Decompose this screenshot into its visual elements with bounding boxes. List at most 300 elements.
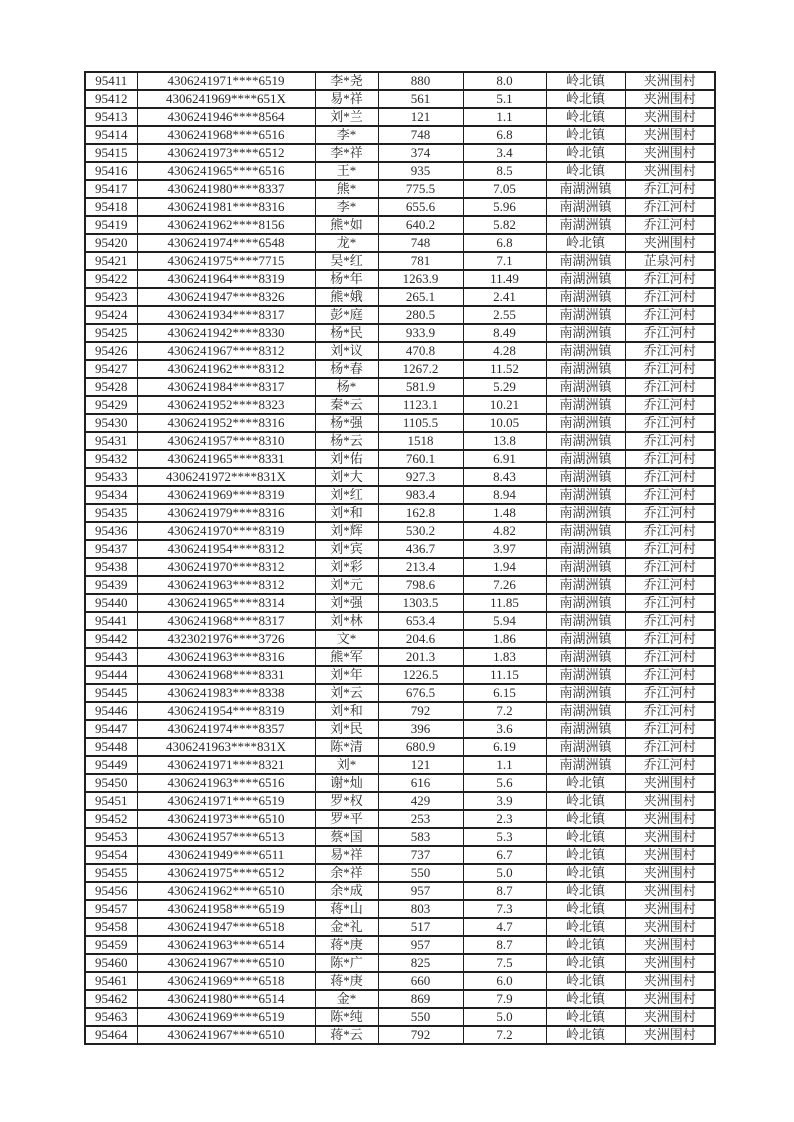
cell-amount: 792 (378, 702, 463, 720)
cell-village: 芷泉河村 (625, 252, 715, 270)
cell-area: 1.94 (463, 558, 546, 576)
cell-area: 7.2 (463, 702, 546, 720)
cell-amount: 530.2 (378, 522, 463, 540)
cell-amount: 983.4 (378, 486, 463, 504)
cell-amount: 550 (378, 1008, 463, 1026)
cell-village: 夹洲围村 (625, 162, 715, 180)
cell-area: 8.5 (463, 162, 546, 180)
cell-id-number: 4306241973****6512 (137, 144, 315, 162)
cell-area: 8.49 (463, 324, 546, 342)
cell-seq: 95462 (85, 990, 137, 1008)
cell-seq: 95457 (85, 900, 137, 918)
cell-seq: 95418 (85, 198, 137, 216)
cell-village: 夹洲围村 (625, 90, 715, 108)
cell-seq: 95427 (85, 360, 137, 378)
cell-amount: 253 (378, 810, 463, 828)
table-row (85, 432, 715, 450)
cell-village: 乔江河村 (625, 540, 715, 558)
cell-amount: 121 (378, 108, 463, 126)
cell-town: 岭北镇 (546, 774, 625, 792)
cell-amount: 676.5 (378, 684, 463, 702)
cell-village: 夹洲围村 (625, 918, 715, 936)
cell-area: 7.5 (463, 954, 546, 972)
cell-town: 南湖洲镇 (546, 522, 625, 540)
cell-area: 6.7 (463, 846, 546, 864)
cell-name: 杨*民 (315, 324, 378, 342)
table-row (85, 576, 715, 594)
cell-amount: 1518 (378, 432, 463, 450)
cell-id-number: 4306241983****8338 (137, 684, 315, 702)
cell-id-number: 4306241954****8312 (137, 540, 315, 558)
table-row (85, 666, 715, 684)
cell-village: 乔江河村 (625, 576, 715, 594)
cell-area: 7.26 (463, 576, 546, 594)
cell-seq: 95436 (85, 522, 137, 540)
cell-id-number: 4306241967****8312 (137, 342, 315, 360)
cell-area: 5.1 (463, 90, 546, 108)
cell-seq: 95417 (85, 180, 137, 198)
cell-name: 金*礼 (315, 918, 378, 936)
cell-seq: 95438 (85, 558, 137, 576)
table-row (85, 630, 715, 648)
cell-town: 岭北镇 (546, 954, 625, 972)
cell-name: 刘*红 (315, 486, 378, 504)
cell-name: 王* (315, 162, 378, 180)
cell-area: 8.0 (463, 72, 546, 90)
cell-area: 1.48 (463, 504, 546, 522)
cell-area: 10.05 (463, 414, 546, 432)
cell-area: 6.15 (463, 684, 546, 702)
cell-area: 11.49 (463, 270, 546, 288)
cell-id-number: 4306241952****8323 (137, 396, 315, 414)
cell-village: 夹洲围村 (625, 1026, 715, 1044)
cell-amount: 760.1 (378, 450, 463, 468)
table-row (85, 504, 715, 522)
table-row (85, 234, 715, 252)
cell-town: 岭北镇 (546, 1008, 625, 1026)
cell-amount: 935 (378, 162, 463, 180)
cell-name: 秦*云 (315, 396, 378, 414)
table-row (85, 990, 715, 1008)
cell-id-number: 4306241969****651X (137, 90, 315, 108)
cell-town: 南湖洲镇 (546, 414, 625, 432)
cell-seq: 95426 (85, 342, 137, 360)
cell-name: 罗*平 (315, 810, 378, 828)
cell-name: 熊*军 (315, 648, 378, 666)
cell-area: 3.9 (463, 792, 546, 810)
cell-town: 南湖洲镇 (546, 558, 625, 576)
cell-area: 3.6 (463, 720, 546, 738)
table-row (85, 936, 715, 954)
cell-village: 夹洲围村 (625, 882, 715, 900)
cell-name: 刘*林 (315, 612, 378, 630)
cell-town: 岭北镇 (546, 936, 625, 954)
cell-seq: 95441 (85, 612, 137, 630)
cell-village: 乔江河村 (625, 756, 715, 774)
cell-amount: 880 (378, 72, 463, 90)
cell-id-number: 4306241947****6518 (137, 918, 315, 936)
cell-town: 南湖洲镇 (546, 288, 625, 306)
cell-village: 夹洲围村 (625, 126, 715, 144)
cell-village: 夹洲围村 (625, 846, 715, 864)
cell-amount: 640.2 (378, 216, 463, 234)
cell-seq: 95444 (85, 666, 137, 684)
cell-id-number: 4306241962****8156 (137, 216, 315, 234)
cell-seq: 95434 (85, 486, 137, 504)
cell-town: 南湖洲镇 (546, 540, 625, 558)
cell-amount: 737 (378, 846, 463, 864)
cell-area: 11.15 (463, 666, 546, 684)
cell-area: 5.82 (463, 216, 546, 234)
table-row (85, 414, 715, 432)
cell-id-number: 4306241969****6518 (137, 972, 315, 990)
cell-name: 刘*云 (315, 684, 378, 702)
cell-name: 陈*广 (315, 954, 378, 972)
cell-name: 文* (315, 630, 378, 648)
cell-id-number: 4306241942****8330 (137, 324, 315, 342)
cell-name: 刘*和 (315, 702, 378, 720)
cell-seq: 95425 (85, 324, 137, 342)
cell-seq: 95412 (85, 90, 137, 108)
cell-seq: 95461 (85, 972, 137, 990)
table-row (85, 792, 715, 810)
cell-area: 8.43 (463, 468, 546, 486)
table-row (85, 468, 715, 486)
cell-id-number: 4306241962****8312 (137, 360, 315, 378)
cell-area: 1.86 (463, 630, 546, 648)
cell-id-number: 4306241968****8317 (137, 612, 315, 630)
cell-name: 余*祥 (315, 864, 378, 882)
cell-amount: 957 (378, 936, 463, 954)
cell-seq: 95422 (85, 270, 137, 288)
cell-village: 乔江河村 (625, 396, 715, 414)
cell-id-number: 4323021976****3726 (137, 630, 315, 648)
cell-seq: 95454 (85, 846, 137, 864)
cell-id-number: 4306241965****8331 (137, 450, 315, 468)
cell-village: 乔江河村 (625, 360, 715, 378)
table-row (85, 198, 715, 216)
cell-name: 余*成 (315, 882, 378, 900)
cell-area: 11.85 (463, 594, 546, 612)
cell-amount: 561 (378, 90, 463, 108)
cell-area: 5.0 (463, 864, 546, 882)
cell-town: 南湖洲镇 (546, 576, 625, 594)
cell-town: 南湖洲镇 (546, 252, 625, 270)
table-row (85, 306, 715, 324)
cell-name: 李*尧 (315, 72, 378, 90)
cell-id-number: 4306241971****6519 (137, 792, 315, 810)
cell-amount: 616 (378, 774, 463, 792)
cell-name: 杨*年 (315, 270, 378, 288)
cell-id-number: 4306241979****8316 (137, 504, 315, 522)
table-row (85, 972, 715, 990)
cell-id-number: 4306241952****8316 (137, 414, 315, 432)
cell-seq: 95453 (85, 828, 137, 846)
cell-village: 乔江河村 (625, 558, 715, 576)
cell-amount: 1303.5 (378, 594, 463, 612)
cell-amount: 436.7 (378, 540, 463, 558)
cell-amount: 869 (378, 990, 463, 1008)
cell-area: 8.94 (463, 486, 546, 504)
cell-amount: 653.4 (378, 612, 463, 630)
cell-area: 2.3 (463, 810, 546, 828)
cell-id-number: 4306241980****6514 (137, 990, 315, 1008)
cell-town: 南湖洲镇 (546, 342, 625, 360)
cell-seq: 95451 (85, 792, 137, 810)
cell-name: 吴*红 (315, 252, 378, 270)
cell-seq: 95455 (85, 864, 137, 882)
cell-name: 罗*权 (315, 792, 378, 810)
cell-village: 乔江河村 (625, 450, 715, 468)
cell-id-number: 4306241957****8310 (137, 432, 315, 450)
cell-name: 刘*大 (315, 468, 378, 486)
cell-id-number: 4306241934****8317 (137, 306, 315, 324)
cell-amount: 660 (378, 972, 463, 990)
cell-town: 岭北镇 (546, 162, 625, 180)
table-row (85, 702, 715, 720)
cell-amount: 798.6 (378, 576, 463, 594)
cell-village: 夹洲围村 (625, 972, 715, 990)
cell-town: 南湖洲镇 (546, 396, 625, 414)
cell-area: 5.6 (463, 774, 546, 792)
table-row (85, 522, 715, 540)
cell-area: 10.21 (463, 396, 546, 414)
cell-amount: 748 (378, 234, 463, 252)
cell-seq: 95459 (85, 936, 137, 954)
table-row (85, 180, 715, 198)
cell-amount: 121 (378, 756, 463, 774)
cell-name: 杨*强 (315, 414, 378, 432)
cell-id-number: 4306241965****6516 (137, 162, 315, 180)
cell-seq: 95456 (85, 882, 137, 900)
cell-area: 4.7 (463, 918, 546, 936)
cell-amount: 470.8 (378, 342, 463, 360)
cell-name: 李* (315, 198, 378, 216)
cell-name: 易*祥 (315, 846, 378, 864)
cell-area: 5.96 (463, 198, 546, 216)
table-row (85, 450, 715, 468)
cell-area: 7.3 (463, 900, 546, 918)
cell-id-number: 4306241963****6514 (137, 936, 315, 954)
cell-name: 熊*娥 (315, 288, 378, 306)
cell-name: 熊*如 (315, 216, 378, 234)
cell-area: 7.05 (463, 180, 546, 198)
table-row (85, 360, 715, 378)
cell-id-number: 4306241972****831X (137, 468, 315, 486)
cell-seq: 95420 (85, 234, 137, 252)
cell-name: 彭*庭 (315, 306, 378, 324)
cell-area: 6.8 (463, 126, 546, 144)
cell-seq: 95458 (85, 918, 137, 936)
cell-name: 李* (315, 126, 378, 144)
cell-amount: 933.9 (378, 324, 463, 342)
cell-seq: 95464 (85, 1026, 137, 1044)
cell-name: 杨*云 (315, 432, 378, 450)
cell-village: 夹洲围村 (625, 864, 715, 882)
cell-town: 岭北镇 (546, 1026, 625, 1044)
cell-id-number: 4306241967****6510 (137, 954, 315, 972)
cell-village: 乔江河村 (625, 684, 715, 702)
cell-name: 蒋*山 (315, 900, 378, 918)
cell-name: 谢*灿 (315, 774, 378, 792)
cell-id-number: 4306241975****6512 (137, 864, 315, 882)
table-row (85, 612, 715, 630)
cell-town: 岭北镇 (546, 972, 625, 990)
table-row (85, 900, 715, 918)
cell-area: 7.9 (463, 990, 546, 1008)
cell-town: 岭北镇 (546, 144, 625, 162)
cell-id-number: 4306241981****8316 (137, 198, 315, 216)
cell-seq: 95431 (85, 432, 137, 450)
table-row (85, 648, 715, 666)
cell-amount: 1226.5 (378, 666, 463, 684)
cell-id-number: 4306241968****8331 (137, 666, 315, 684)
cell-name: 刘*彩 (315, 558, 378, 576)
cell-amount: 429 (378, 792, 463, 810)
table-body (85, 72, 715, 1044)
cell-area: 3.97 (463, 540, 546, 558)
cell-amount: 775.5 (378, 180, 463, 198)
cell-seq: 95411 (85, 72, 137, 90)
cell-id-number: 4306241973****6510 (137, 810, 315, 828)
cell-amount: 825 (378, 954, 463, 972)
table-row (85, 378, 715, 396)
cell-seq: 95446 (85, 702, 137, 720)
cell-name: 陈*纯 (315, 1008, 378, 1026)
table-row (85, 846, 715, 864)
cell-area: 11.52 (463, 360, 546, 378)
cell-area: 4.28 (463, 342, 546, 360)
table-row (85, 756, 715, 774)
cell-id-number: 4306241962****6510 (137, 882, 315, 900)
cell-name: 熊* (315, 180, 378, 198)
table-row (85, 396, 715, 414)
table-row (85, 738, 715, 756)
table-row (85, 684, 715, 702)
cell-amount: 265.1 (378, 288, 463, 306)
cell-area: 1.83 (463, 648, 546, 666)
table-row (85, 216, 715, 234)
cell-seq: 95447 (85, 720, 137, 738)
cell-area: 7.1 (463, 252, 546, 270)
cell-amount: 213.4 (378, 558, 463, 576)
table-row (85, 828, 715, 846)
cell-seq: 95440 (85, 594, 137, 612)
cell-name: 刘* (315, 756, 378, 774)
cell-town: 南湖洲镇 (546, 648, 625, 666)
cell-amount: 957 (378, 882, 463, 900)
table-row (85, 486, 715, 504)
table-row (85, 882, 715, 900)
cell-village: 夹洲围村 (625, 774, 715, 792)
cell-town: 岭北镇 (546, 864, 625, 882)
cell-name: 刘*议 (315, 342, 378, 360)
cell-amount: 1123.1 (378, 396, 463, 414)
cell-village: 乔江河村 (625, 432, 715, 450)
table-row (85, 954, 715, 972)
cell-amount: 803 (378, 900, 463, 918)
table-row (85, 342, 715, 360)
cell-id-number: 4306241946****8564 (137, 108, 315, 126)
cell-name: 刘*辉 (315, 522, 378, 540)
cell-name: 杨* (315, 378, 378, 396)
cell-id-number: 4306241954****8319 (137, 702, 315, 720)
cell-amount: 1267.2 (378, 360, 463, 378)
cell-area: 6.8 (463, 234, 546, 252)
table-row (85, 90, 715, 108)
cell-amount: 280.5 (378, 306, 463, 324)
cell-name: 龙* (315, 234, 378, 252)
table-row (85, 108, 715, 126)
cell-id-number: 4306241963****6516 (137, 774, 315, 792)
cell-town: 南湖洲镇 (546, 738, 625, 756)
cell-town: 南湖洲镇 (546, 684, 625, 702)
cell-id-number: 4306241971****6519 (137, 72, 315, 90)
cell-village: 乔江河村 (625, 666, 715, 684)
cell-town: 岭北镇 (546, 234, 625, 252)
cell-village: 夹洲围村 (625, 234, 715, 252)
cell-town: 南湖洲镇 (546, 666, 625, 684)
cell-area: 6.19 (463, 738, 546, 756)
cell-area: 8.7 (463, 936, 546, 954)
cell-id-number: 4306241970****8312 (137, 558, 315, 576)
cell-area: 13.8 (463, 432, 546, 450)
cell-town: 南湖洲镇 (546, 306, 625, 324)
cell-village: 夹洲围村 (625, 72, 715, 90)
cell-amount: 680.9 (378, 738, 463, 756)
cell-amount: 581.9 (378, 378, 463, 396)
cell-seq: 95415 (85, 144, 137, 162)
cell-town: 南湖洲镇 (546, 594, 625, 612)
cell-amount: 517 (378, 918, 463, 936)
cell-seq: 95423 (85, 288, 137, 306)
cell-village: 乔江河村 (625, 738, 715, 756)
cell-amount: 1105.5 (378, 414, 463, 432)
cell-area: 7.2 (463, 1026, 546, 1044)
cell-name: 刘*年 (315, 666, 378, 684)
cell-seq: 95421 (85, 252, 137, 270)
cell-village: 夹洲围村 (625, 954, 715, 972)
cell-town: 南湖洲镇 (546, 180, 625, 198)
cell-town: 南湖洲镇 (546, 216, 625, 234)
cell-seq: 95428 (85, 378, 137, 396)
cell-seq: 95449 (85, 756, 137, 774)
cell-id-number: 4306241963****8312 (137, 576, 315, 594)
cell-amount: 550 (378, 864, 463, 882)
cell-village: 乔江河村 (625, 306, 715, 324)
cell-amount: 201.3 (378, 648, 463, 666)
cell-seq: 95416 (85, 162, 137, 180)
cell-name: 刘*佑 (315, 450, 378, 468)
cell-area: 2.41 (463, 288, 546, 306)
cell-town: 南湖洲镇 (546, 450, 625, 468)
table-row (85, 324, 715, 342)
cell-town: 岭北镇 (546, 990, 625, 1008)
cell-amount: 655.6 (378, 198, 463, 216)
table-row (85, 144, 715, 162)
table-row (85, 126, 715, 144)
cell-town: 南湖洲镇 (546, 630, 625, 648)
cell-amount: 162.8 (378, 504, 463, 522)
table-row (85, 720, 715, 738)
table-row (85, 270, 715, 288)
table-row (85, 810, 715, 828)
cell-name: 蒋*庚 (315, 936, 378, 954)
cell-name: 蒋*庚 (315, 972, 378, 990)
table-row (85, 864, 715, 882)
cell-area: 5.94 (463, 612, 546, 630)
cell-area: 5.29 (463, 378, 546, 396)
